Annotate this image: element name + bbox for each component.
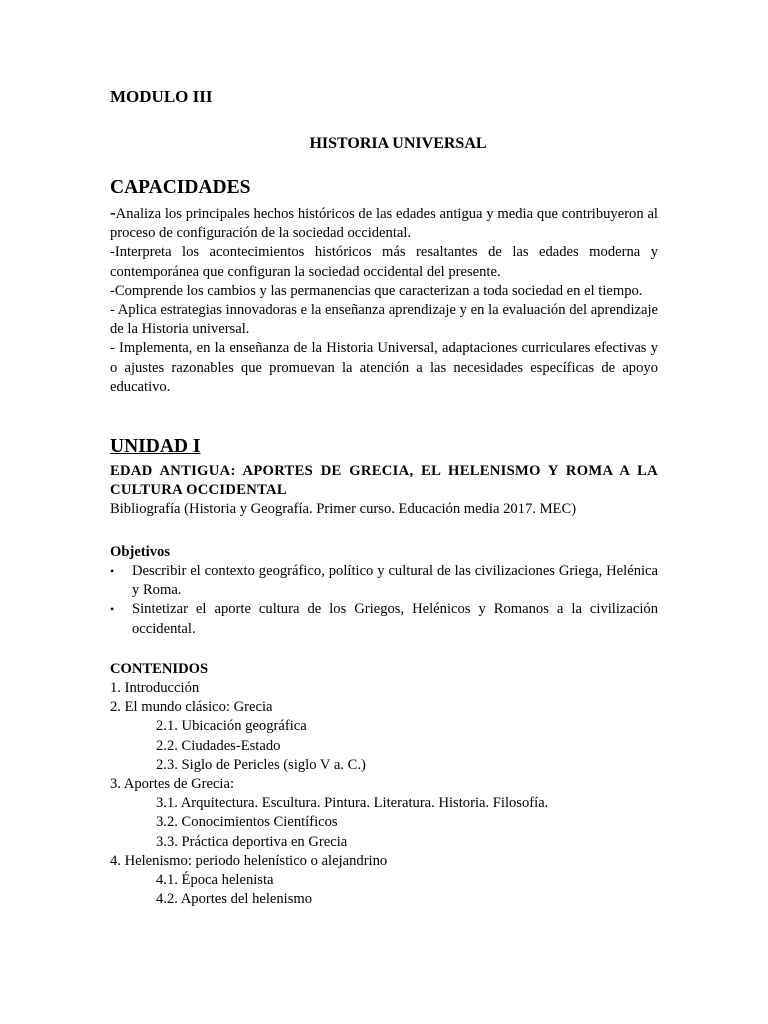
capacidad-item bbox=[110, 339, 658, 397]
objetivos-list bbox=[110, 562, 658, 639]
capacidad-text: -Interpreta los acontecimientos históricos más resaltantes de las edades moderna y contemporánea que configuran la sociedad occidental del presente. bbox=[110, 244, 658, 280]
objetivo-text: Describir el contexto geográfico, político y cultural de las civilizaciones Griega, Helénica y Roma. bbox=[132, 563, 658, 599]
contenido-subitem: 2.3. Siglo de Pericles (siglo V a. C.) bbox=[156, 756, 366, 773]
capacidad-text: - Implementa, en la enseñanza de la Historia Universal, adaptaciones curriculares efectivas y o ajustes razonables que promuevan la atención a las necesidades específicas de apoyo educativo. bbox=[110, 340, 658, 395]
contenido-subitem: 3.2. Conocimientos Científicos bbox=[156, 814, 338, 831]
bibliography: Bibliografía (Historia y Geografía. Primer curso. Educación media 2017. MEC) bbox=[110, 501, 577, 517]
capacidad-item bbox=[110, 301, 658, 339]
contenido-subitem: 4.2. Aportes del helenismo bbox=[156, 891, 313, 908]
contenido-subitem: 3.1. Arquitectura. Escultura. Pintura. Literatura. Historia. Filosofía. bbox=[156, 795, 549, 812]
contenido-item: 4. Helenismo: periodo helenístico o alejandrino bbox=[110, 852, 388, 869]
contenido-item: 1. Introducción bbox=[110, 680, 200, 696]
objetivo-text: Sintetizar el aporte cultura de los Griegos, Helénicos y Romanos a la civilización occidental. bbox=[132, 601, 658, 637]
capacidad-text: Analiza los principales hechos históricos de las edades antigua y media que contribuyeron al proceso de configuración de la sociedad occidental. bbox=[110, 206, 658, 242]
objetivo-item bbox=[110, 562, 658, 600]
unidad-heading: UNIDAD I bbox=[110, 436, 201, 457]
contenido-subitem: 4.1. Época helenista bbox=[156, 872, 274, 889]
course-title: HISTORIA UNIVERSAL bbox=[309, 135, 487, 152]
capacidad-text: -Comprende los cambios y las permanencias que caracterizan a toda sociedad en el tiempo. bbox=[110, 282, 643, 299]
objetivo-item bbox=[110, 600, 658, 638]
unidad-title: EDAD ANTIGUA: APORTES DE GRECIA, EL HELENISMO Y ROMA A LA CULTURA OCCIDENTAL bbox=[110, 463, 658, 499]
contenidos-heading: CONTENIDOS bbox=[110, 661, 209, 677]
capacidades-heading: CAPACIDADES bbox=[110, 177, 251, 198]
contenido-subitem: 2.2. Ciudades-Estado bbox=[156, 737, 281, 754]
contenido-item: 2. El mundo clásico: Grecia bbox=[110, 699, 273, 716]
contenidos-list bbox=[110, 679, 658, 909]
bullet-icon: • bbox=[110, 564, 115, 578]
capacidad-item bbox=[110, 243, 658, 281]
capacidad-item bbox=[110, 203, 658, 243]
objetivos-heading: Objetivos bbox=[110, 544, 170, 560]
capacidades-list bbox=[110, 203, 658, 397]
capacidad-text: - Aplica estrategias innovadoras e la enseñanza aprendizaje y en la evaluación del aprendizaje de la Historia universal. bbox=[110, 302, 658, 338]
capacidad-item bbox=[110, 282, 658, 301]
contenido-subitem: 2.1. Ubicación geográfica bbox=[156, 718, 307, 735]
capacidad-dash: - bbox=[110, 203, 116, 222]
module-label: MODULO III bbox=[110, 87, 213, 106]
contenido-subitem: 3.3. Práctica deportiva en Grecia bbox=[156, 833, 348, 850]
bullet-icon: • bbox=[110, 602, 115, 617]
contenido-item: 3. Aportes de Grecia: bbox=[110, 776, 235, 793]
